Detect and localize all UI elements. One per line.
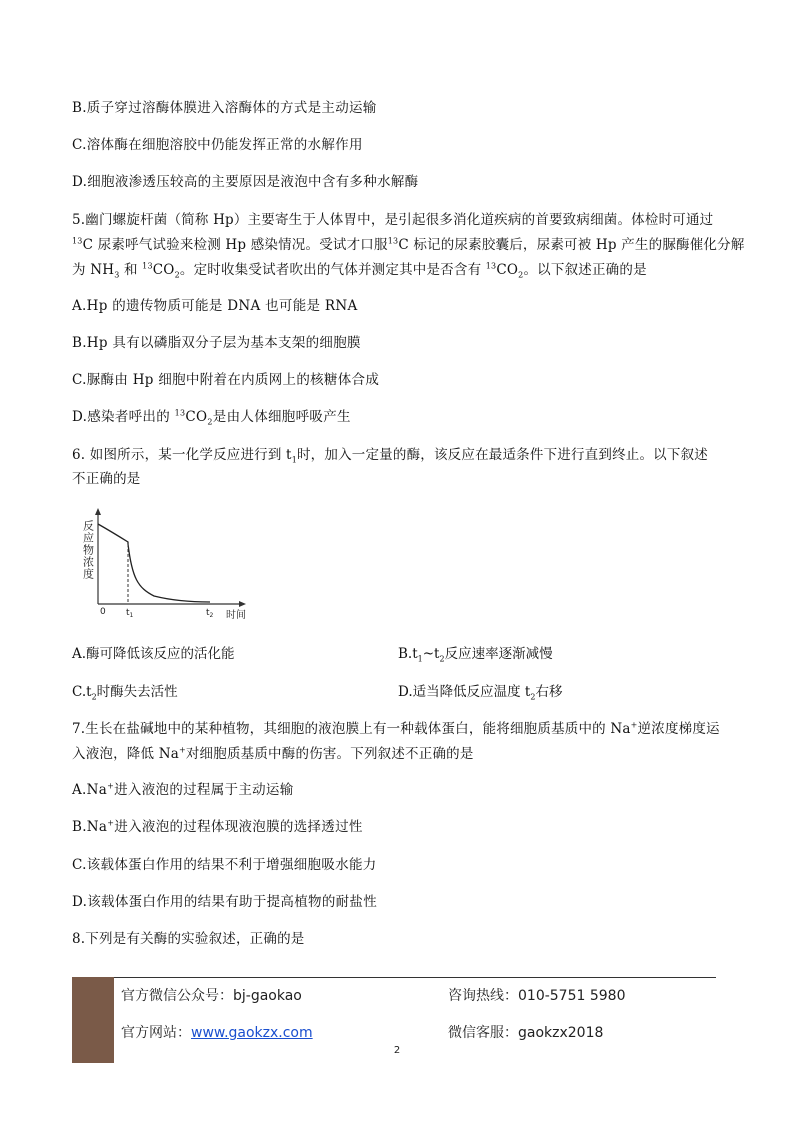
q6-stem-line2: 不正确的是 [72, 471, 141, 487]
q4-option-c: C.溶体酶在细胞溶胶中仍能发挥正常的水解作用 [72, 137, 363, 153]
q4-option-d: D.细胞液渗透压较高的主要原因是液泡中含有多种水解酶 [72, 174, 419, 190]
y-axis-arrow [95, 508, 101, 515]
t2-label: $t_2$ [206, 608, 214, 619]
page-number: 2 [393, 1045, 401, 1056]
q5-stem-line2: $^{13}$C 尿素呼气试验来检测 Hp 感染情况。受试才口服$^{13}$C 标记的尿素胶囊后，尿素可被 Hp 产生的脲酶催化分解 [72, 236, 745, 253]
x-axis-label: 时间 [226, 610, 246, 621]
y-axis-label: 反应物浓度 [81, 520, 95, 580]
website-link[interactable]: www.gaokzx.com [191, 1025, 313, 1041]
t1-label: $t_1$ [126, 608, 134, 619]
q7-option-b: B.Na+进入液泡的过程体现液泡膜的选择透过性 [72, 818, 363, 835]
q6-option-a: A.酶可降低该反应的活化能 [72, 646, 235, 662]
q7-option-d: D.该载体蛋白作用的结果有助于提高植物的耐盐性 [72, 894, 378, 910]
q7-option-c: C.该载体蛋白作用的结果不利于增强细胞吸水能力 [72, 857, 377, 873]
q5-option-b: B.Hp 具有以磷脂双分子层为基本支架的细胞膜 [72, 335, 361, 351]
q7-stem-line1: 7.生长在盐碱地中的某种植物，其细胞的液泡膜上有一种载体蛋白，能将细胞质基质中的 Na+逆浓度梯度运 [72, 720, 720, 737]
q7-option-a: A.Na+进入液泡的过程属于主动运输 [72, 781, 294, 798]
footer-rule [72, 977, 716, 978]
q6-option-b: $B.t_1\sim t_2$反应速率逐渐减慢 [398, 646, 553, 664]
footer-service: 微信客服：gaokzx2018 [448, 1025, 604, 1041]
footer-wechat: 官方微信公众号：bj-gaokao [121, 988, 302, 1004]
origin-label: 0 [100, 607, 106, 617]
q6-option-d: D.适当降低反应温度 $t_2$右移 [398, 684, 563, 702]
q5-stem-line3: 为 $NH_3$ 和 $^{13}CO_2$。定时收集受试者吹出的气体并测定其中是否含有 $^{13}CO_2$。以下叙述正确的是 [72, 261, 647, 280]
footer-hotline: 咨询热线：010-5751 5980 [448, 988, 626, 1004]
q5-option-d: D.感染者呼出的 $^{13}CO_2$是由人体细胞呼吸产生 [72, 408, 351, 427]
reaction-graph [74, 508, 264, 628]
q8-stem-line1: 8.下列是有关酶的实验叙述，正确的是 [72, 931, 305, 947]
concentration-curve [98, 524, 210, 602]
q4-option-b: B.质子穿过溶酶体膜进入溶酶体的方式是主动运输 [72, 100, 377, 116]
q5-stem-line1: 5.幽门螺旋杆菌（简称 Hp）主要寄生于人体胃中，是引起很多消化道疾病的首要致病细菌。体检时可通过 [72, 212, 714, 228]
footer-website: 官方网站：www.gaokzx.com [121, 1025, 313, 1041]
q5-option-c: C.脲酶由 Hp 细胞中附着在内质网上的核糖体合成 [72, 372, 380, 388]
q6-option-c: $C.t_2$时酶失去活性 [72, 684, 178, 702]
q7-stem-line2: 入液泡，降低 Na+对细胞质基质中酶的伤害。下列叙述不正确的是 [72, 745, 474, 762]
q6-stem-line1: 6. 如图所示，某一化学反应进行到 $t_1$时，加入一定量的酶，该反应在最适条件下进行直到终止。以下叙述 [72, 447, 708, 465]
x-axis-arrow [239, 601, 246, 607]
q5-option-a: A.Hp 的遗传物质可能是 DNA 也可能是 RNA [72, 298, 358, 314]
